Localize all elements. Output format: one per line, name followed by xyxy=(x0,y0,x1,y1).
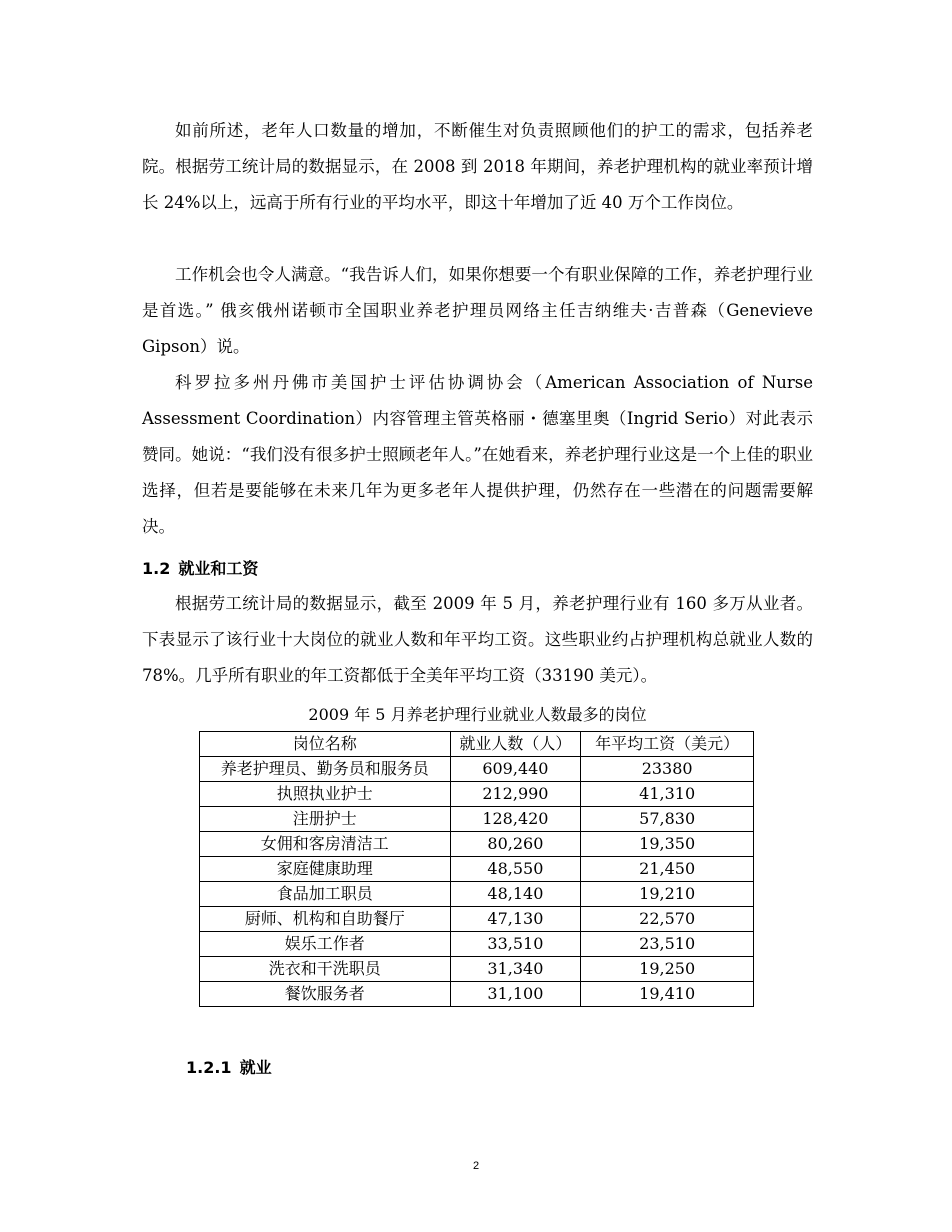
table-row xyxy=(200,907,754,932)
subsection-number: 1.2.1 xyxy=(186,1058,232,1077)
cell-position: 洗衣和干洗职员 xyxy=(200,957,451,982)
subsection-title: 就业 xyxy=(239,1058,272,1077)
paragraph-employment-stats: 根据劳工统计局的数据显示，截至 2009 年 5 月，养老护理行业有 160 多万从业者。下表显示了该行业十大岗位的就业人数和年平均工资。这些职业约占护理机构总就业人数的 78%。几乎所有职业的年工资都低于全美年平均工资（33190 美元）。 xyxy=(142,594,813,685)
table-row xyxy=(200,857,754,882)
cell-position: 养老护理员、勤务员和服务员 xyxy=(200,757,451,782)
subsection-heading-employment xyxy=(186,1055,272,1078)
table-row xyxy=(200,832,754,857)
cell-wage: 41,310 xyxy=(581,782,754,807)
cell-wage: 19,210 xyxy=(581,882,754,907)
cell-wage: 19,350 xyxy=(581,832,754,857)
cell-employment: 48,140 xyxy=(450,882,581,907)
cell-wage: 57,830 xyxy=(581,807,754,832)
cell-wage: 19,410 xyxy=(581,982,754,1007)
column-header-wage: 年平均工资（美元） xyxy=(581,732,754,757)
page-number: 2 xyxy=(472,1160,480,1172)
cell-position: 食品加工职员 xyxy=(200,882,451,907)
table-row xyxy=(200,807,754,832)
cell-employment: 609,440 xyxy=(450,757,581,782)
column-header-position: 岗位名称 xyxy=(200,732,451,757)
cell-employment: 31,100 xyxy=(450,982,581,1007)
cell-position: 餐饮服务者 xyxy=(200,982,451,1007)
table-row xyxy=(200,957,754,982)
cell-position: 注册护士 xyxy=(200,807,451,832)
cell-employment: 31,340 xyxy=(450,957,581,982)
cell-employment: 33,510 xyxy=(450,932,581,957)
cell-wage: 23380 xyxy=(581,757,754,782)
table-header-row xyxy=(200,732,754,757)
table-row xyxy=(200,757,754,782)
table-caption: 2009 年 5 月养老护理行业就业人数最多的岗位 xyxy=(308,705,647,724)
section-title: 就业和工资 xyxy=(178,559,259,578)
paragraph-expert-opinion: 科罗拉多州丹佛市美国护士评估协调协会（American Association of Nurse Assessment Coordination）内容管理主管英格丽・德塞里奥（Ingrid Serio）对此表示赞同。她说：“我们没有很多护士照顾老年人。”在她看来，养老护理行业这是一个上佳的职业选择，但若是要能够在未来几年为更多老年人提供护理，仍然存在一些潜在的问题需要解决。 xyxy=(142,373,813,536)
employment-table xyxy=(199,731,754,1007)
cell-wage: 19,250 xyxy=(581,957,754,982)
cell-position: 家庭健康助理 xyxy=(200,857,451,882)
cell-employment: 212,990 xyxy=(450,782,581,807)
cell-employment: 48,550 xyxy=(450,857,581,882)
section-number: 1.2 xyxy=(142,559,171,578)
cell-employment: 80,260 xyxy=(450,832,581,857)
section-heading-employment-wages xyxy=(142,556,258,579)
cell-position: 厨师、机构和自助餐厅 xyxy=(200,907,451,932)
paragraph-job-opportunities: 工作机会也令人满意。“我告诉人们，如果你想要一个有职业保障的工作，养老护理行业是首选。” 俄亥俄州诺顿市全国职业养老护理员网络主任吉纳维夫·吉普森（Genevieve Gipson）说。 xyxy=(142,265,813,356)
cell-position: 娱乐工作者 xyxy=(200,932,451,957)
column-header-employment: 就业人数（人） xyxy=(450,732,581,757)
cell-employment: 47,130 xyxy=(450,907,581,932)
cell-wage: 23,510 xyxy=(581,932,754,957)
cell-position: 执照执业护士 xyxy=(200,782,451,807)
cell-wage: 22,570 xyxy=(581,907,754,932)
cell-wage: 21,450 xyxy=(581,857,754,882)
paragraph-nursing-demand: 如前所述，老年人口数量的增加，不断催生对负责照顾他们的护工的需求，包括养老院。根据劳工统计局的数据显示，在 2008 到 2018 年期间，养老护理机构的就业率预计增长 24%以上，远高于所有行业的平均水平，即这十年增加了近 40 万个工作岗位。 xyxy=(142,121,813,212)
cell-position: 女佣和客房清洁工 xyxy=(200,832,451,857)
cell-employment: 128,420 xyxy=(450,807,581,832)
table-row xyxy=(200,882,754,907)
table-row xyxy=(200,782,754,807)
table-row xyxy=(200,932,754,957)
table-row xyxy=(200,982,754,1007)
